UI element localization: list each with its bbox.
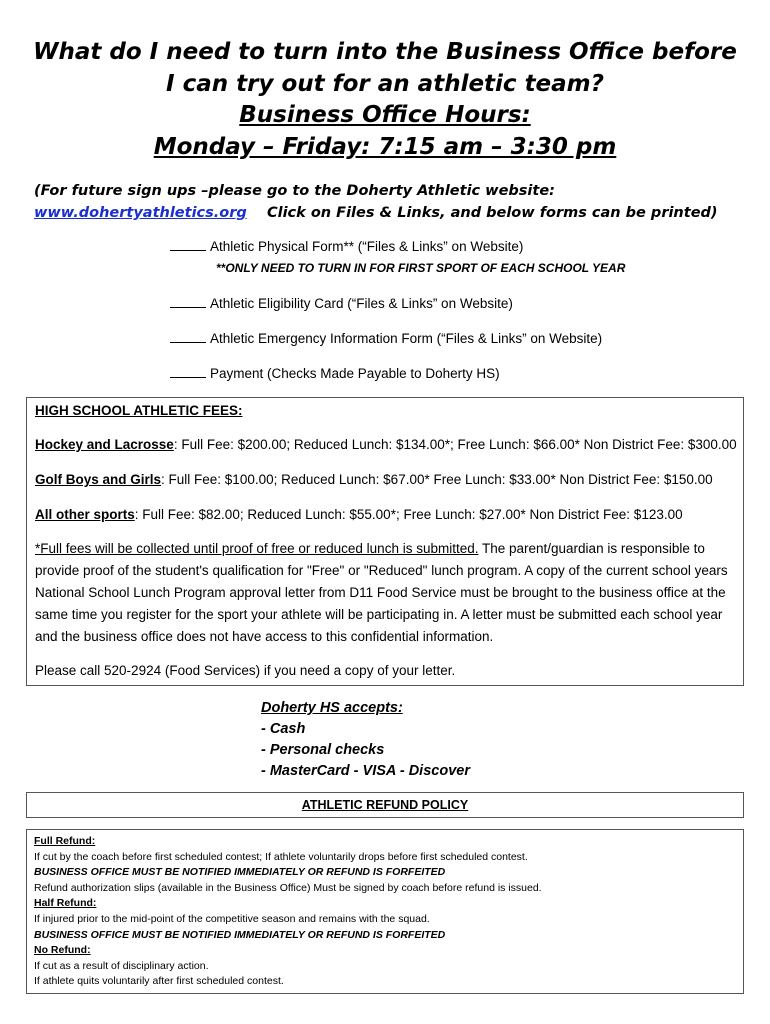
food-services-call: Please call 520-2924 (Food Services) if you need a copy of your letter. — [35, 663, 456, 678]
future-signups-note — [34, 180, 754, 224]
future-signups-line-1: (For future sign ups –please go to the Doherty Athletic website: — [34, 183, 555, 199]
fee-row-label: Golf Boys and Girls — [35, 472, 162, 487]
athletics-website-link[interactable]: www.dohertyathletics.org — [34, 205, 247, 221]
fee-row-text: : Full Fee: $100.00; Reduced Lunch: $67.00* Free Lunch: $33.00* Non District Fee: $150.00 — [161, 472, 713, 487]
checklist-item-label: Athletic Eligibility Card (“Files & Links” on Website) — [210, 296, 513, 311]
page-title-line-2: I can try out for an athletic team? — [166, 71, 604, 97]
checklist-item-label: Athletic Physical Form** (“Files & Links” on Website) — [210, 239, 524, 254]
payment-method-item: - Cash — [261, 721, 306, 737]
checklist-item — [170, 365, 500, 383]
athletic-fees-box — [26, 397, 744, 686]
future-signups-instructions: Click on Files & Links, and below forms can be printed) — [246, 205, 718, 221]
refund-policy-box — [26, 829, 744, 994]
checkbox-blank — [170, 365, 206, 378]
no-refund-condition: If cut as a result of disciplinary action. — [34, 960, 209, 972]
checklist-item-label: Payment (Checks Made Payable to Doherty HS) — [210, 366, 500, 381]
payment-methods — [261, 698, 470, 782]
full-refund-label: Full Refund: — [34, 835, 96, 847]
checkbox-blank — [170, 295, 206, 308]
fees-heading — [35, 400, 243, 422]
physical-form-note: **ONLY NEED TO TURN IN FOR FIRST SPORT OF EACH SCHOOL YEAR — [216, 261, 626, 275]
half-refund-condition: If injured prior to the mid-point of the competitive season and remains with the squad. — [34, 913, 430, 925]
fee-row-hockey — [35, 434, 737, 456]
checklist-item — [170, 295, 513, 313]
payment-methods-heading: Doherty HS accepts: — [261, 700, 403, 716]
lunch-note-body: The parent/guardian is responsible to provide proof of the student's qualification for "Free" or "Reduced" lunch program. A copy of the current school years National School Lunch Program approval letter from D11 Food Service must be brought to the business office at the same time you register for the sport your athlete will be participating in. A letter must be submitted each school year and the business office does not have access to this confidential information. — [35, 541, 728, 644]
office-hours-heading — [0, 99, 770, 131]
full-refund-condition: If cut by the coach before first scheduled contest; If athlete voluntarily drops before first scheduled contest. — [34, 851, 528, 863]
payment-method-item: - Personal checks — [261, 742, 385, 758]
half-refund-notice: BUSINESS OFFICE MUST BE NOTIFIED IMMEDIATELY OR REFUND IS FORFEITED — [34, 929, 446, 941]
lunch-program-note — [35, 538, 739, 648]
lunch-note-emphasis: *Full fees will be collected until proof of free or reduced lunch is submitted. — [35, 541, 479, 556]
fee-row-label: Hockey and Lacrosse — [35, 437, 174, 452]
payment-method-item: - MasterCard - VISA - Discover — [261, 763, 470, 779]
refund-policy-heading — [26, 792, 744, 818]
checklist-item — [170, 238, 523, 256]
full-refund-slip-note: Refund authorization slips (available in the Business Office) Must be signed by coach before refund is issued. — [34, 882, 542, 894]
half-refund-label: Half Refund: — [34, 897, 97, 909]
full-refund-notice: BUSINESS OFFICE MUST BE NOTIFIED IMMEDIATELY OR REFUND IS FORFEITED — [34, 866, 446, 878]
checkbox-blank — [170, 238, 206, 251]
office-hours-label: Business Office Hours: — [239, 102, 531, 128]
checklist-item — [170, 330, 602, 348]
office-hours-times — [0, 131, 770, 163]
fee-row-text: : Full Fee: $200.00; Reduced Lunch: $134.00*; Free Lunch: $66.00* Non District Fee: $300.00 — [173, 437, 737, 452]
no-refund-condition: If athlete quits voluntarily after first scheduled contest. — [34, 975, 284, 987]
fee-row-text: : Full Fee: $82.00; Reduced Lunch: $55.00*; Free Lunch: $27.00* Non District Fee: $123.00 — [134, 507, 683, 522]
checklist-item-label: Athletic Emergency Information Form (“Files & Links” on Website) — [210, 331, 603, 346]
future-signups-line-2 — [34, 202, 754, 224]
no-refund-label: No Refund: — [34, 944, 91, 956]
checkbox-blank — [170, 330, 206, 343]
page-title-line-1: What do I need to turn into the Business Office before — [33, 39, 737, 65]
fee-row-golf — [35, 469, 713, 491]
refund-policy-heading-label: ATHLETIC REFUND POLICY — [301, 798, 469, 812]
office-hours-value: Monday – Friday: 7:15 am – 3:30 pm — [153, 134, 617, 160]
fee-row-label: All other sports — [35, 507, 135, 522]
fees-heading-label: HIGH SCHOOL ATHLETIC FEES: — [35, 403, 243, 418]
fee-row-other — [35, 504, 683, 526]
